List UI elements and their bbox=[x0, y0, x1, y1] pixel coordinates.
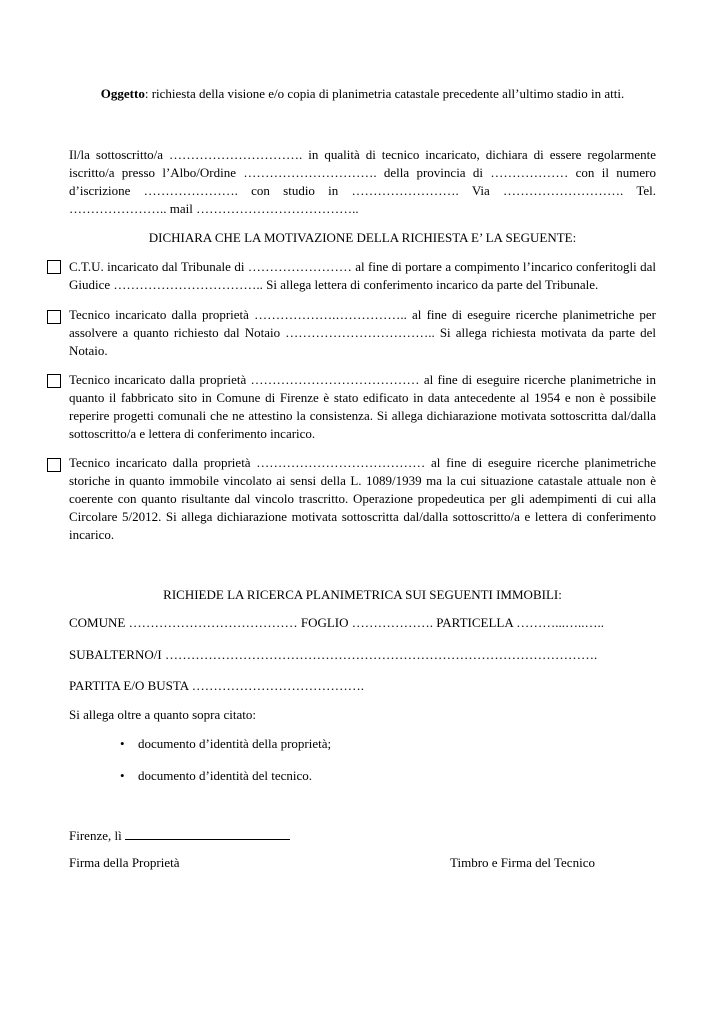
field-subalterno[interactable]: SUBALTERNO/I ………………………………………………………………………………………. bbox=[69, 647, 598, 662]
list-item bbox=[120, 767, 331, 785]
list-item bbox=[120, 735, 331, 753]
bullet-icon: • bbox=[120, 768, 125, 783]
option-ctu-text: C.T.U. incaricato dal Tribunale di …………………… al fine di portare a compimento l’incarico conferitogli dal Giudice …………………………….. Si allega lettera di conferimento incarico da parte del Tribunale. bbox=[69, 259, 656, 292]
request-heading: RICHIEDE LA RICERCA PLANIMETRICA SUI SEGUENTI IMMOBILI: bbox=[163, 587, 562, 602]
subject-text: : richiesta della visione e/o copia di planimetria catastale precedente all’ultimo stadio in atti. bbox=[144, 86, 625, 101]
option-pre1954-text: Tecnico incaricato dalla proprietà ………………………………… al fine di eseguire ricerche planimetriche in quanto il fabbricato sito in Comune di Firenze è stato edificato in data antecedente al 1954 e non è possibile reperire progetti comunali che ne attestino la consistenza. Si allega dichiarazione motivata sottoscritta dal/dalla sottoscritto/a e lettera di conferimento incarico. bbox=[69, 372, 656, 441]
bullet-icon: • bbox=[120, 736, 125, 751]
option-vincolo-checkbox[interactable] bbox=[47, 458, 61, 472]
attachments-intro: Si allega oltre a quanto sopra citato: bbox=[69, 707, 256, 722]
subject-line bbox=[0, 85, 725, 103]
option-ctu-checkbox[interactable] bbox=[47, 260, 61, 274]
signature-technician-label: Timbro e Firma del Tecnico bbox=[450, 855, 595, 870]
attachments-list bbox=[120, 735, 331, 785]
intro-paragraph: Il/la sottoscritto/a …………………………. in qualità di tecnico incaricato, dichiara di essere regolarmente iscritto/a presso l’Albo/Ordine …………………………. della provincia di ……………… con il numero d’iscrizione …………………. con studio in ……………………. Via ………………………. Tel. ………………….. mail ……………………………….. bbox=[69, 147, 656, 216]
declaration-heading: DICHIARA CHE LA MOTIVAZIONE DELLA RICHIESTA E’ LA SEGUENTE: bbox=[148, 230, 577, 245]
option-vincolo-text: Tecnico incaricato dalla proprietà ………………………………… al fine di eseguire ricerche planimetriche storiche in quanto immobile vincolato ai sensi della L. 1089/1939 ma la cui situazione catastale attuale non è coerente con quanto risultante dal vincolo trascritto. Operazione propedeutica per gli adempimenti di cui alla Circolare 5/2012. Si allega dichiarazione motivata sottoscritta dal/dalla sottoscritto/a e lettera di conferimento incarico. bbox=[69, 455, 656, 542]
option-notaio-text: Tecnico incaricato dalla proprietà ……………….…………….. al fine di eseguire ricerche planimetriche per assolvere a quanto richiesto dal Notaio …………………………….. Si allega richiesta motivata da parte del Notaio. bbox=[69, 307, 656, 358]
attachment-owner-id: documento d’identità della proprietà; bbox=[138, 736, 332, 751]
place-date-label: Firenze, lì bbox=[69, 828, 122, 843]
field-partita-busta[interactable]: PARTITA E/O BUSTA …………………………………. bbox=[69, 678, 364, 693]
place-date-line bbox=[69, 826, 669, 845]
field-comune-foglio-particella[interactable]: COMUNE ………………………………… FOGLIO ………………. PARTICELLA ………...…..….. bbox=[69, 615, 604, 630]
attachment-technician-id: documento d’identità del tecnico. bbox=[138, 768, 312, 783]
signature-owner-label: Firma della Proprietà bbox=[69, 855, 180, 870]
option-pre1954-checkbox[interactable] bbox=[47, 374, 61, 388]
option-notaio-checkbox[interactable] bbox=[47, 310, 61, 324]
subject-label: Oggetto bbox=[100, 86, 145, 101]
date-field[interactable] bbox=[125, 826, 290, 840]
